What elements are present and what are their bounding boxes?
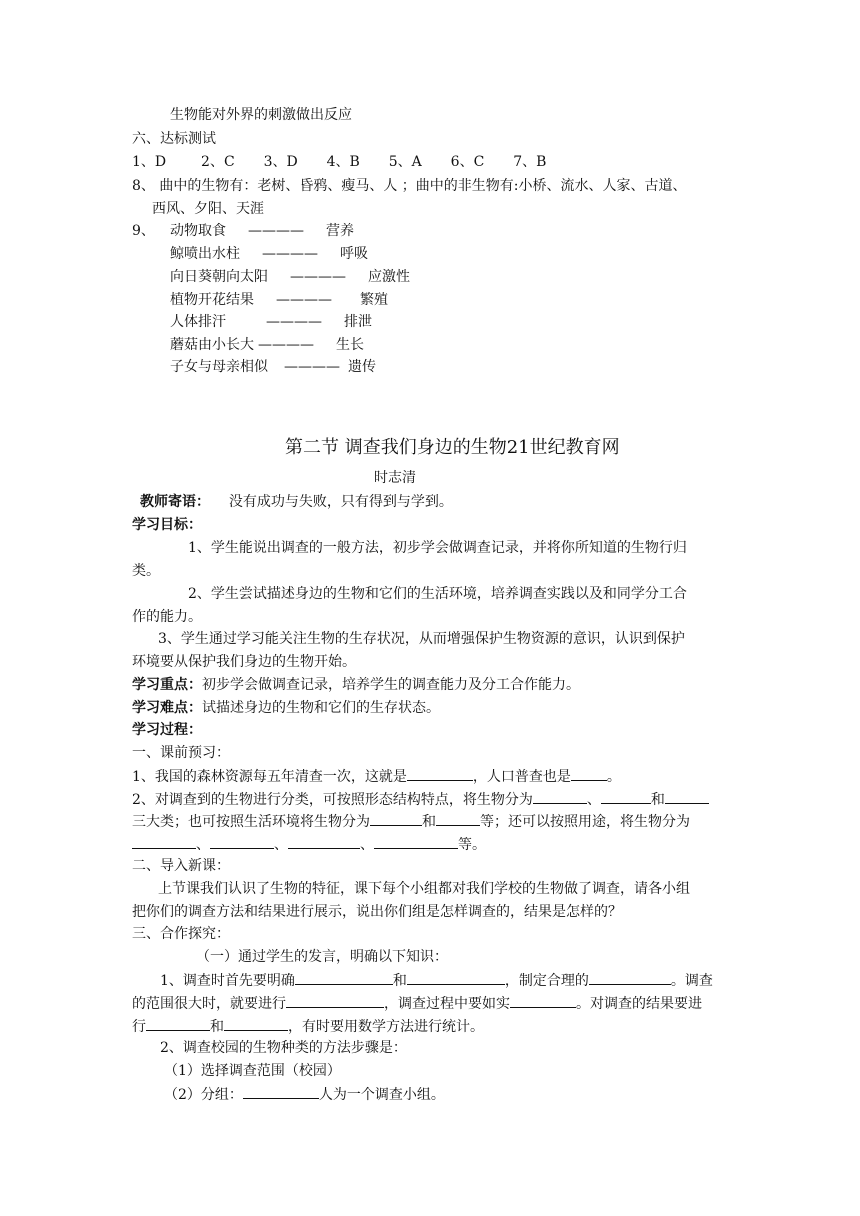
key-points-text: 初步学会做调查记录，培养学生的调查能力及分工合作能力。 [202,677,580,693]
key-points-label: 学习重点： [132,677,202,693]
answer-4: 4、B [326,154,360,170]
question-8-line2: 西风、夕阳、天涯 [152,201,264,217]
question-9-label: 9、 [132,223,155,239]
question-9-pair [170,244,368,264]
explore-q1-text-e: ，调查过程中要如实 [384,996,510,1012]
goal-1-line2: 类。 [132,563,160,579]
teacher-message-text: 没有成功与失败，只有得到与学到。 [228,494,453,510]
pair-right: 呼吸 [340,246,368,262]
separator: 、 [586,792,601,808]
explore-q1-text-a: 1、调查时首先要明确 [160,973,295,989]
difficult-points-text: 试描述身边的生物和它们的生存状态。 [202,700,440,716]
intro-heading: 二、导入新课： [132,858,230,874]
dash-connector: ———— [284,359,340,375]
pair-right: 生长 [336,337,364,353]
preview-q1-text-c: 。 [606,769,621,785]
intro-line2: 把你们的调查方法和结果进行展示，说出你们组是怎样调查的，结果是怎样的？ [132,904,622,920]
question-9-pair [170,267,410,287]
pair-right: 遗传 [348,359,376,375]
blank-field[interactable] [533,789,587,804]
pair-left: 子女与母亲相似 [170,359,268,375]
question-9-pair [170,312,372,332]
pair-right: 营养 [326,223,354,239]
preview-q1 [132,766,621,787]
answer-7: 7、B [513,154,547,170]
explore-q1-line3 [132,1016,484,1037]
blank-field[interactable] [665,789,709,804]
pair-left: 鲸喷出水柱 [170,246,240,262]
dash-connector: ———— [266,314,322,330]
goal-3-line1: 3、学生通过学习能关注生物的生存状况，从而增强保护生物资源的意识，认识到保护 [158,631,685,647]
difficult-points [132,698,440,718]
dash-connector: ———— [262,246,318,262]
dash-connector: ———— [276,292,332,308]
preview-q2-text-b: 三大类；也可按照生活环境将生物分为 [132,814,370,830]
explore-q1-text-c: 。调查 [670,973,713,989]
step-2-text-a: （2）分组： [164,1087,243,1103]
goal-3-line2: 环境要从保护我们身边的生物开始。 [132,654,356,670]
author-name: 时志清 [374,470,416,486]
pair-right: 排泄 [344,314,372,330]
explore-q1-text-g: 行 [132,1019,146,1035]
goal-1-line1: 1、学生能说出调查的一般方法，初步学会做调查记录，并将你所知道的生物行归 [188,540,687,556]
preview-heading: 一、课前预习： [132,745,230,761]
blank-field[interactable] [370,811,422,826]
lesson-title: 第二节 调查我们身边的生物21世纪教育网 [285,437,620,458]
preview-q2-and: 和 [650,792,665,808]
continuation-line: 生物能对外界的刺激做出反应 [170,107,352,123]
answer-2: 2、C [201,154,235,170]
pair-left: 向日葵朝向太阳 [170,269,268,285]
pair-right: 应激性 [368,269,410,285]
teacher-message-label: 教师寄语： [140,494,210,510]
pair-left: 人体排汗 [170,314,226,330]
pair-left: 蘑菇由小长大 [170,337,254,353]
preview-q2-line2 [132,811,690,832]
key-points [132,675,580,695]
answer-5: 5、A [388,154,422,170]
preview-q2-line3 [132,834,486,855]
step-2-text-b: 人为一个调查小组。 [318,1087,445,1103]
answer-6: 6、C [450,154,485,170]
blank-field[interactable] [571,766,607,781]
dash-connector: ———— [248,223,304,239]
blank-field[interactable] [601,789,651,804]
blank-field[interactable] [436,811,480,826]
preview-q1-text-a: 1、我国的森林资源每五年清查一次，这就是 [132,769,407,785]
explore-q1-text-h: ，有时要用数学方法进行统计。 [288,1019,484,1035]
separator: 、 [360,837,374,853]
explore-q1-line1 [160,970,713,991]
question-8-line1: 8、 曲中的生物有：老树、昏鸦、瘦马、人 ；曲中的非生物有:小桥、流水、人家、古道、 [132,178,687,194]
process-heading: 学习过程： [132,722,202,738]
preview-q2-end: 等。 [458,837,486,853]
blank-field[interactable] [210,834,274,849]
answer-3: 3、D [263,154,298,170]
explore-q1-and: 和 [392,973,407,989]
answers-row [132,152,546,172]
question-9-pair [170,357,376,377]
blank-field[interactable] [146,1016,210,1031]
blank-field[interactable] [374,834,458,849]
question-9-pair [170,290,388,310]
separator: 、 [274,837,288,853]
preview-q2-line1 [132,789,709,810]
dash-connector: ———— [258,337,314,353]
blank-field[interactable] [510,993,576,1008]
blank-field[interactable] [286,993,384,1008]
step-2 [164,1084,445,1105]
step-1: （1）选择调查范围（校园） [164,1063,341,1079]
pair-left: 动物取食 [170,223,226,239]
preview-q2-and2: 和 [422,814,436,830]
difficult-points-label: 学习难点： [132,700,202,716]
explore-q1-text-b: ，制定合理的 [504,973,589,989]
explore-heading: 三、合作探究： [132,926,230,942]
dash-connector: ———— [290,269,346,285]
blank-field[interactable] [407,970,505,985]
question-9-pair [170,221,354,241]
section-6-title: 六、达标测试 [132,131,216,147]
explore-q1-and2: 和 [210,1019,224,1035]
explore-subheading: （一）通过学生的发言，明确以下知识： [196,949,448,965]
blank-field[interactable] [132,834,196,849]
intro-line1: 上节课我们认识了生物的特征，课下每个小组都对我们学校的生物做了调查，请各小组 [158,881,690,897]
preview-q2-text-a: 2、对调查到的生物进行分类，可按照形态结构特点，将生物分为 [132,792,533,808]
preview-q1-text-b: ，人口普查也是 [472,769,571,785]
explore-q1-line2 [132,993,702,1014]
blank-field[interactable] [224,1016,288,1031]
goal-2-line1: 2、学生尝试描述身边的生物和它们的生活环境，培养调查实践以及和同学分工合 [188,586,687,602]
blank-field[interactable] [295,970,393,985]
question-9-pair [170,335,364,355]
goal-2-line2: 作的能力。 [132,609,202,625]
goals-heading: 学习目标： [132,517,202,533]
answer-1: 1、D [132,154,167,170]
explore-q1-text-d: 的范围很大时，就要进行 [132,996,286,1012]
explore-q1-text-f: 。对调查的结果要进 [576,996,702,1012]
preview-q2-text-c: 等；还可以按照用途，将生物分为 [480,814,690,830]
separator: 、 [196,837,210,853]
pair-right: 繁殖 [360,292,388,308]
pair-left: 植物开花结果 [170,292,254,308]
steps-heading: 2、调查校园的生物种类的方法步骤是： [160,1040,407,1056]
teacher-message [140,492,453,512]
blank-field[interactable] [589,970,671,985]
blank-field[interactable] [243,1084,319,1099]
blank-field[interactable] [288,834,360,849]
blank-field[interactable] [407,766,473,781]
